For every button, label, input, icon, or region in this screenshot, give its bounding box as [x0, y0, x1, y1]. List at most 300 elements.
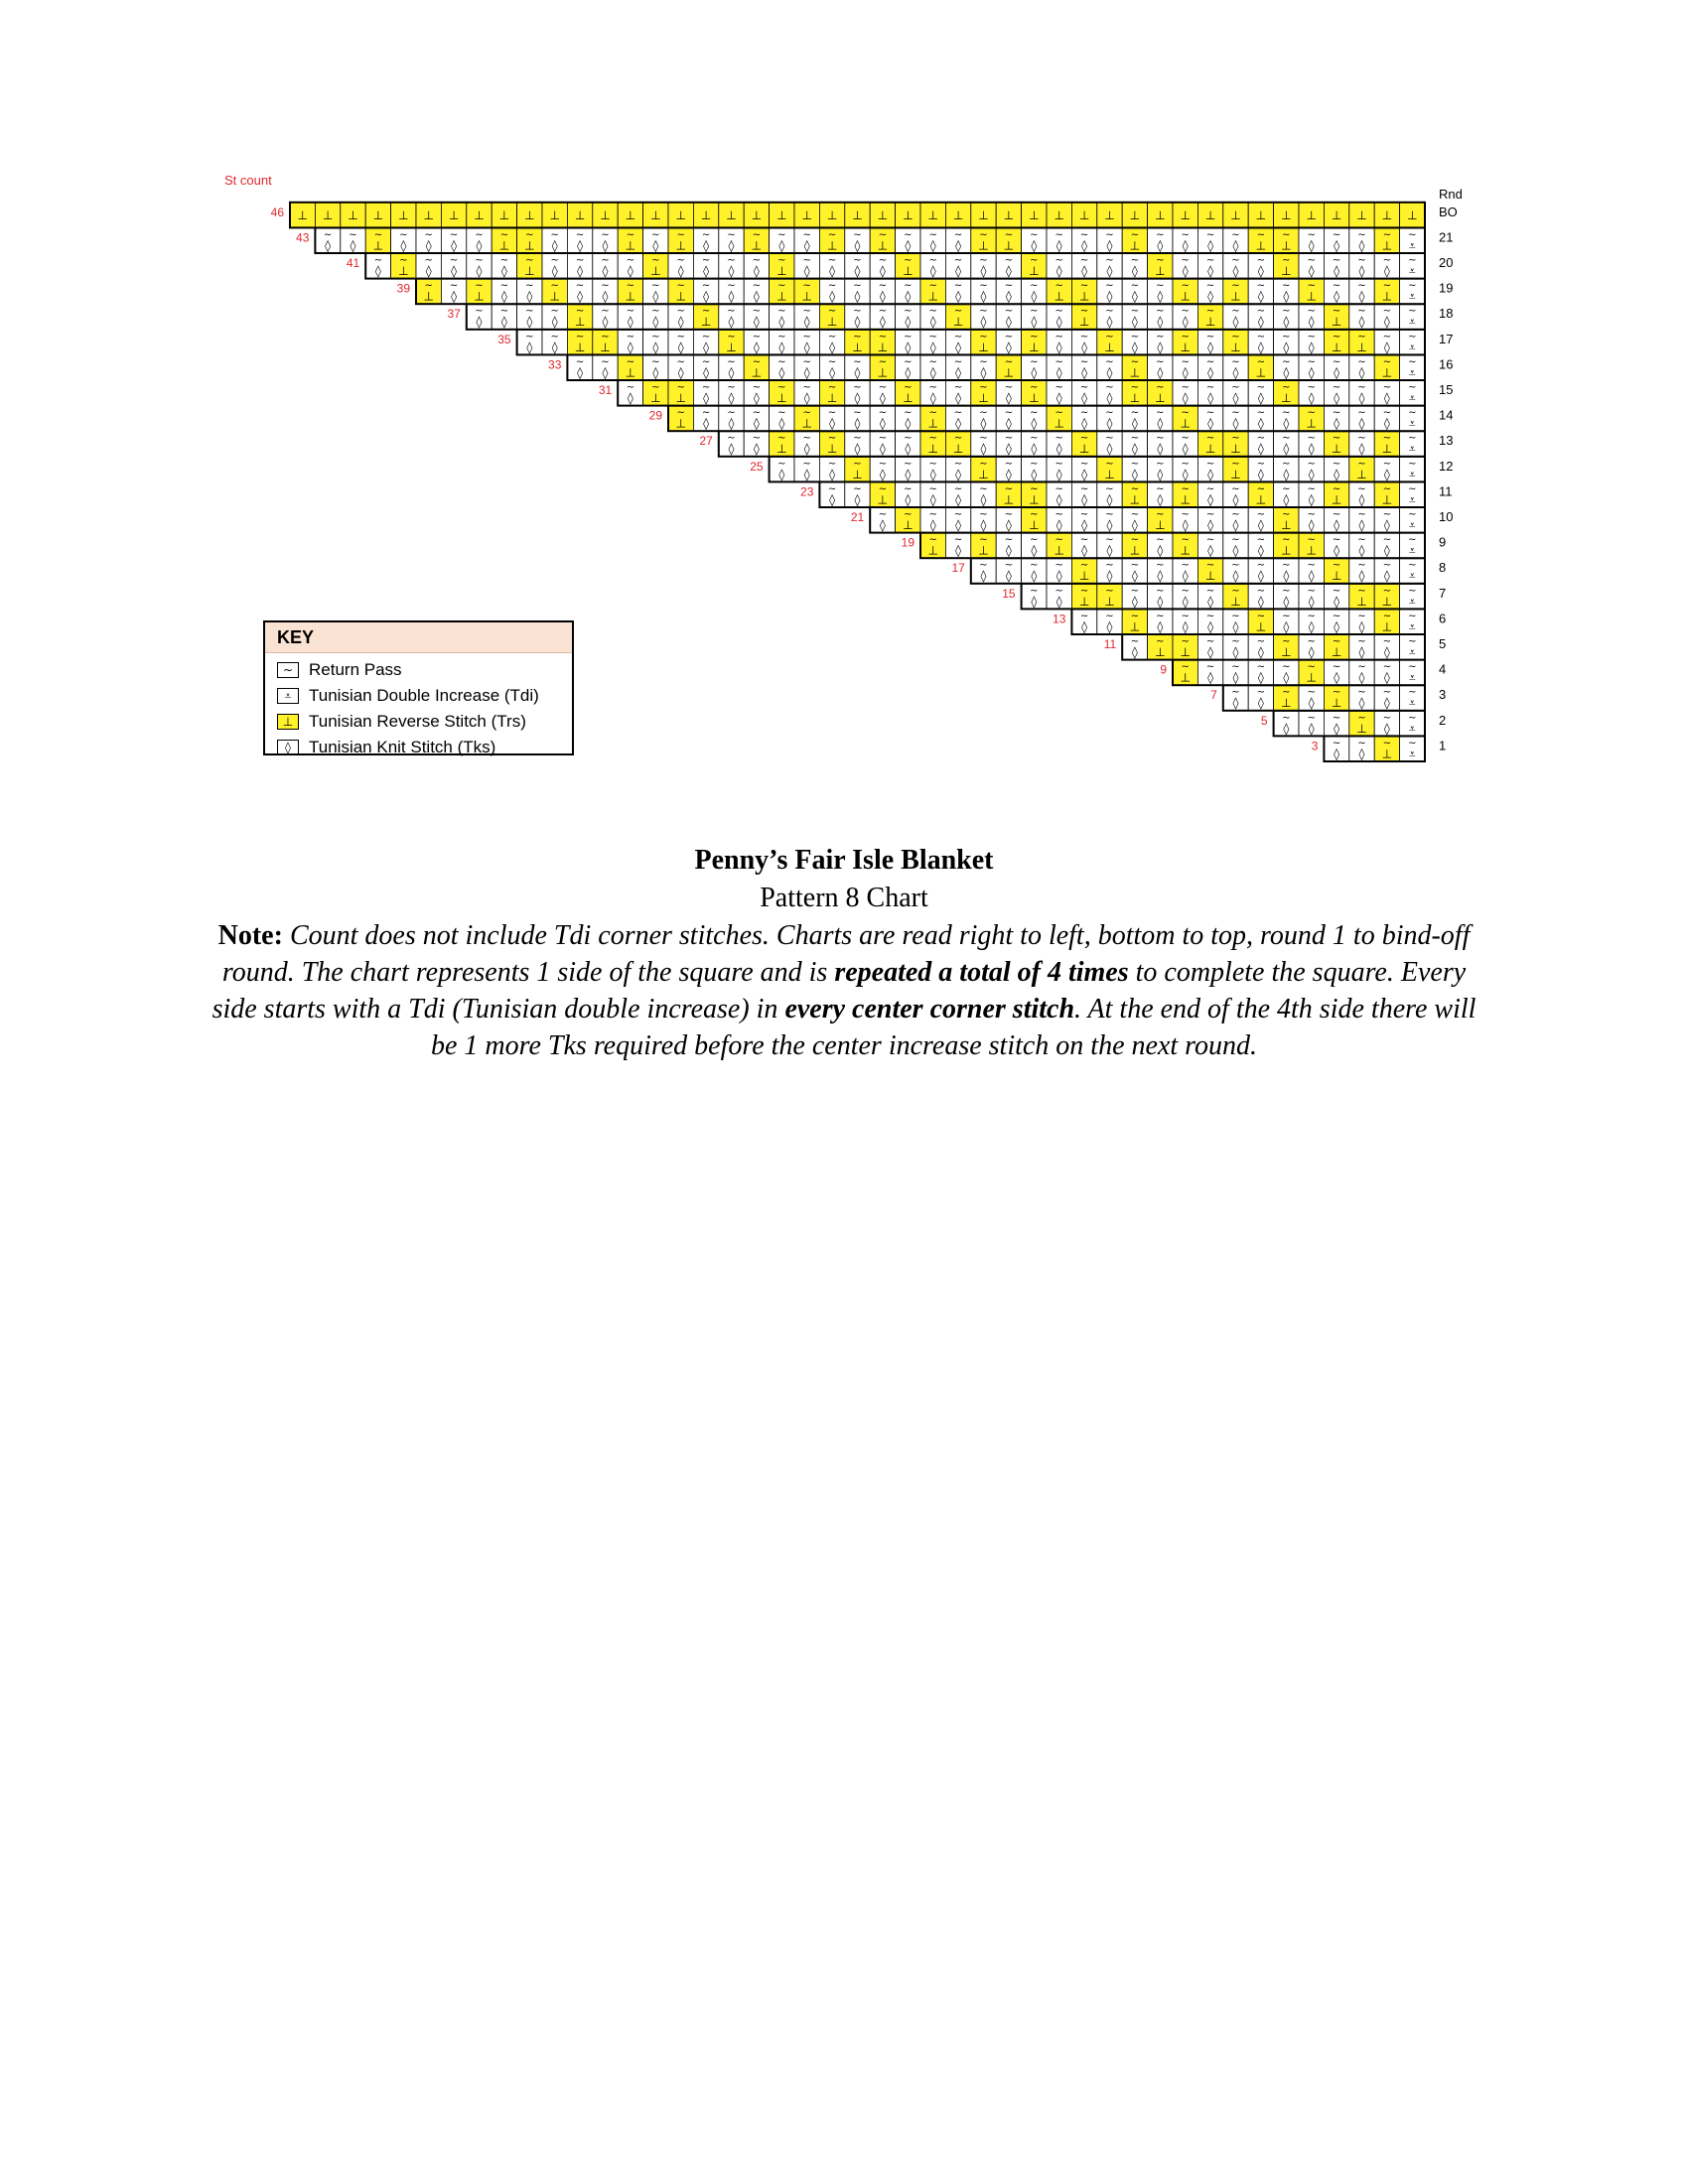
svg-text:◊: ◊ [854, 238, 861, 253]
svg-text:~: ~ [1408, 382, 1417, 393]
svg-text:~: ~ [904, 306, 913, 318]
svg-text:⊥: ⊥ [1281, 391, 1292, 405]
svg-text:◊: ◊ [500, 264, 507, 278]
svg-text:~: ~ [1205, 534, 1215, 546]
tks-stitch-cell [1223, 227, 1248, 253]
svg-text:~: ~ [1231, 407, 1240, 419]
svg-text:◊: ◊ [753, 264, 760, 278]
svg-text:~: ~ [1030, 458, 1039, 470]
svg-text:~: ~ [1231, 331, 1240, 342]
trs-stitch-cell [693, 203, 718, 228]
tks-stitch-cell [1022, 354, 1047, 380]
svg-text:~: ~ [1004, 509, 1014, 520]
tdi-stitch-cell [1400, 685, 1425, 711]
tks-stitch-cell [1299, 227, 1324, 253]
svg-text:~: ~ [1307, 306, 1316, 318]
svg-text:⊥: ⊥ [700, 315, 712, 330]
tks-stitch-cell [1324, 736, 1348, 761]
tks-stitch-cell [1299, 584, 1324, 610]
tdi-stitch-cell [1400, 558, 1425, 584]
svg-text:◊: ◊ [1081, 619, 1088, 634]
trs-stitch-cell [1122, 203, 1147, 228]
svg-text:⊥: ⊥ [1003, 207, 1015, 222]
svg-text:◊: ◊ [753, 315, 760, 330]
svg-text:◊: ◊ [677, 315, 684, 330]
tdi-stitch-cell [1400, 330, 1425, 355]
trs-stitch-cell [1148, 380, 1173, 406]
svg-text:◊: ◊ [1283, 315, 1290, 330]
svg-text:~: ~ [449, 255, 459, 266]
stitch-count-label: 13 [1053, 612, 1066, 626]
svg-text:~: ~ [1357, 229, 1366, 241]
svg-text:⊥: ⊥ [675, 207, 686, 222]
svg-text:⩡: ⩡ [1408, 645, 1416, 659]
tdi-stitch-cell [1400, 711, 1425, 737]
svg-text:~: ~ [853, 331, 862, 342]
svg-text:~: ~ [373, 255, 383, 266]
tks-stitch-cell [1122, 558, 1147, 584]
svg-text:◊: ◊ [1157, 467, 1164, 481]
svg-text:⊥: ⊥ [903, 391, 914, 405]
svg-text:⊥: ⊥ [1331, 442, 1342, 457]
svg-text:~: ~ [1231, 229, 1240, 241]
svg-text:~: ~ [1130, 458, 1140, 470]
svg-text:◊: ◊ [551, 315, 558, 330]
trs-stitch-cell [1197, 203, 1222, 228]
tks-stitch-cell [1223, 660, 1248, 686]
svg-text:~: ~ [1205, 382, 1215, 393]
svg-text:⊥: ⊥ [1129, 365, 1141, 380]
trs-stitch-cell [517, 253, 542, 279]
svg-text:~: ~ [1408, 712, 1417, 724]
svg-text:~: ~ [1055, 306, 1063, 318]
svg-text:⊥: ⊥ [826, 315, 838, 330]
round-number-label: 4 [1439, 661, 1447, 677]
chart-caption [209, 842, 1479, 1064]
svg-text:~: ~ [1055, 280, 1063, 292]
svg-text:~: ~ [1332, 255, 1341, 266]
svg-text:◊: ◊ [602, 289, 609, 304]
svg-text:⩡: ⩡ [1408, 619, 1416, 634]
svg-text:⊥: ⊥ [675, 416, 686, 431]
tks-stitch-cell [1374, 685, 1399, 711]
svg-text:~: ~ [1231, 280, 1240, 292]
svg-text:~: ~ [550, 331, 559, 342]
svg-text:~: ~ [777, 280, 786, 292]
svg-text:~: ~ [1030, 433, 1039, 445]
svg-text:◊: ◊ [577, 264, 584, 278]
svg-text:~: ~ [1205, 280, 1215, 292]
svg-text:◊: ◊ [929, 238, 936, 253]
trs-stitch-cell [1349, 457, 1374, 482]
svg-text:⩡: ⩡ [1408, 543, 1416, 558]
trs-stitch-cell [618, 354, 642, 380]
trs-stitch-cell [1071, 558, 1096, 584]
svg-text:~: ~ [1181, 483, 1190, 495]
svg-text:◊: ◊ [1055, 442, 1062, 457]
svg-text:◊: ◊ [1283, 289, 1290, 304]
svg-text:~: ~ [827, 306, 837, 318]
svg-text:⊥: ⊥ [1230, 340, 1241, 354]
tks-stitch-cell [1047, 380, 1071, 406]
svg-text:⊥: ⊥ [700, 207, 712, 222]
svg-text:⩡: ⩡ [1408, 365, 1416, 380]
tks-stitch-cell [770, 457, 794, 482]
stitch-count-label: 43 [296, 230, 310, 245]
svg-text:~: ~ [1055, 407, 1063, 419]
svg-text:◊: ◊ [829, 492, 836, 507]
tks-stitch-cell [1223, 354, 1248, 380]
svg-text:~: ~ [1004, 280, 1014, 292]
svg-text:~: ~ [1130, 509, 1140, 520]
tks-stitch-cell [945, 481, 970, 507]
svg-text:~: ~ [1382, 331, 1392, 342]
svg-text:~: ~ [601, 306, 610, 318]
svg-text:◊: ◊ [1207, 416, 1214, 431]
svg-text:~: ~ [1408, 483, 1417, 495]
svg-text:~: ~ [1256, 280, 1266, 292]
tks-stitch-cell [467, 304, 492, 330]
tks-stitch-cell [1274, 354, 1299, 380]
svg-text:⊥: ⊥ [549, 207, 560, 222]
svg-text:~: ~ [979, 483, 988, 495]
tks-stitch-cell [719, 279, 744, 305]
svg-text:~: ~ [1332, 712, 1341, 724]
tks-stitch-cell [971, 279, 996, 305]
svg-text:~: ~ [928, 509, 937, 520]
tks-stitch-cell [1299, 253, 1324, 279]
svg-text:◊: ◊ [955, 289, 962, 304]
svg-text:~: ~ [827, 382, 837, 393]
trs-stitch-cell [1022, 253, 1047, 279]
tks-stitch-cell [1197, 584, 1222, 610]
svg-text:◊: ◊ [1232, 315, 1239, 330]
svg-text:◊: ◊ [1157, 619, 1164, 634]
svg-text:~: ~ [1231, 382, 1240, 393]
trs-stitch-cell [719, 330, 744, 355]
svg-text:⊥: ⊥ [726, 340, 737, 354]
svg-text:~: ~ [1408, 534, 1417, 546]
svg-text:~: ~ [399, 255, 408, 266]
svg-text:~: ~ [928, 356, 937, 368]
svg-text:⊥: ⊥ [650, 391, 661, 405]
tks-stitch-cell [1047, 481, 1071, 507]
svg-text:⊥: ⊥ [852, 467, 863, 481]
svg-text:⩡: ⩡ [1408, 340, 1416, 354]
tks-stitch-cell [719, 431, 744, 457]
svg-text:~: ~ [1156, 331, 1165, 342]
svg-text:⊥: ⊥ [1230, 442, 1241, 457]
trs-stitch-cell [1374, 203, 1399, 228]
svg-text:~: ~ [1156, 585, 1165, 597]
svg-text:◊: ◊ [1257, 340, 1264, 354]
tdi-stitch-cell [1400, 457, 1425, 482]
svg-text:~: ~ [928, 229, 937, 241]
svg-text:~: ~ [1382, 229, 1392, 241]
tks-stitch-cell [1071, 253, 1096, 279]
trs-stitch-cell [618, 279, 642, 305]
svg-text:~: ~ [1256, 356, 1266, 368]
svg-text:~: ~ [1357, 611, 1366, 622]
svg-text:⊥: ⊥ [1306, 207, 1317, 222]
tks-stitch-cell [1097, 507, 1122, 533]
svg-text:~: ~ [727, 407, 736, 419]
svg-text:~: ~ [1030, 255, 1039, 266]
tks-stitch-cell [492, 279, 516, 305]
svg-text:~: ~ [1205, 560, 1215, 572]
svg-text:~: ~ [1256, 585, 1266, 597]
svg-text:⊥: ⊥ [1381, 289, 1393, 304]
trs-stitch-cell [1400, 203, 1425, 228]
tks-stitch-cell [1197, 457, 1222, 482]
tks-stitch-cell [870, 380, 895, 406]
svg-text:◊: ◊ [1131, 264, 1138, 278]
svg-text:◊: ◊ [879, 518, 886, 532]
svg-text:◊: ◊ [451, 238, 458, 253]
svg-text:~: ~ [626, 382, 635, 393]
svg-text:~: ~ [1408, 255, 1417, 266]
svg-text:~: ~ [802, 229, 811, 241]
svg-text:◊: ◊ [1157, 238, 1164, 253]
svg-text:~: ~ [1382, 738, 1392, 750]
svg-text:◊: ◊ [879, 289, 886, 304]
svg-text:◊: ◊ [1031, 569, 1038, 584]
trs-stitch-cell [643, 253, 668, 279]
svg-text:~: ~ [1055, 560, 1063, 572]
svg-text:◊: ◊ [803, 391, 810, 405]
svg-text:⊥: ⊥ [776, 207, 787, 222]
tks-stitch-cell [770, 304, 794, 330]
svg-text:⊥: ⊥ [1155, 391, 1166, 405]
svg-text:⊥: ⊥ [978, 391, 989, 405]
trs-stitch-cell [1022, 507, 1047, 533]
tks-stitch-cell [996, 507, 1021, 533]
svg-text:~: ~ [676, 382, 685, 393]
tks-stitch-cell [1173, 227, 1197, 253]
svg-text:◊: ◊ [1358, 619, 1365, 634]
svg-text:~: ~ [525, 331, 534, 342]
svg-text:◊: ◊ [929, 365, 936, 380]
svg-text:◊: ◊ [1308, 569, 1315, 584]
svg-text:~: ~ [1181, 255, 1190, 266]
svg-text:~: ~ [1030, 407, 1039, 419]
svg-text:◊: ◊ [1131, 467, 1138, 481]
trs-stitch-cell [770, 431, 794, 457]
tks-stitch-cell [845, 431, 870, 457]
tks-stitch-cell [1248, 431, 1273, 457]
svg-text:⊥: ⊥ [1180, 416, 1191, 431]
trs-stitch-cell [920, 533, 945, 559]
svg-text:~: ~ [1205, 255, 1215, 266]
svg-text:~: ~ [827, 331, 837, 342]
svg-text:◊: ◊ [929, 391, 936, 405]
svg-text:~: ~ [1307, 331, 1316, 342]
svg-text:~: ~ [752, 433, 762, 445]
trs-stitch-cell [896, 203, 920, 228]
svg-text:~: ~ [1357, 712, 1366, 724]
trs-stitch-cell [1122, 609, 1147, 634]
tks-stitch-cell [1274, 279, 1299, 305]
svg-text:◊: ◊ [879, 442, 886, 457]
tks-stitch-cell [996, 253, 1021, 279]
svg-text:⊥: ⊥ [1281, 207, 1292, 222]
svg-text:~: ~ [979, 458, 988, 470]
svg-text:⊥: ⊥ [322, 207, 334, 222]
stitch-count-label: 31 [598, 383, 613, 397]
svg-text:⊥: ⊥ [625, 207, 636, 222]
tks-stitch-cell [1022, 533, 1047, 559]
svg-text:~: ~ [676, 280, 685, 292]
tks-stitch-cell [1324, 380, 1348, 406]
svg-text:~: ~ [827, 483, 837, 495]
svg-text:~: ~ [475, 280, 484, 292]
svg-text:~: ~ [1004, 255, 1014, 266]
note-text-3: . At the end of the 4th side there will be 1 more Tks required before the center increase stitch on the next round. [430, 994, 1477, 1061]
tks-stitch-cell [996, 431, 1021, 457]
svg-text:~: ~ [904, 458, 913, 470]
svg-text:~: ~ [1030, 280, 1039, 292]
svg-text:~: ~ [878, 433, 888, 445]
svg-text:◊: ◊ [1106, 492, 1113, 507]
tks-stitch-cell [1122, 304, 1147, 330]
svg-text:~: ~ [1030, 306, 1039, 318]
stitch-count-label: 33 [548, 357, 562, 372]
svg-text:◊: ◊ [980, 264, 987, 278]
tks-stitch-cell [1071, 609, 1096, 634]
tks-stitch-cell [996, 558, 1021, 584]
svg-text:◊: ◊ [1334, 416, 1340, 431]
svg-text:◊: ◊ [1131, 518, 1138, 532]
svg-text:~: ~ [1408, 738, 1417, 750]
svg-text:◊: ◊ [1055, 365, 1062, 380]
svg-text:~: ~ [802, 280, 811, 292]
svg-text:~: ~ [1231, 585, 1240, 597]
svg-text:◊: ◊ [1157, 416, 1164, 431]
trs-stitch-cell [1324, 685, 1348, 711]
trs-stitch-cell [1173, 279, 1197, 305]
svg-text:◊: ◊ [1182, 264, 1189, 278]
tks-stitch-cell [1349, 227, 1374, 253]
round-number-label: 6 [1439, 611, 1447, 626]
svg-text:◊: ◊ [980, 492, 987, 507]
tks-stitch-cell [1299, 507, 1324, 533]
tdi-stitch-cell [1400, 380, 1425, 406]
trs-stitch-cell [770, 253, 794, 279]
tks-stitch-cell [1122, 584, 1147, 610]
trs-stitch-cell [1299, 203, 1324, 228]
trs-stitch-cell [1122, 354, 1147, 380]
svg-text:~: ~ [1357, 407, 1366, 419]
svg-text:◊: ◊ [955, 492, 962, 507]
tks-stitch-cell [1097, 304, 1122, 330]
svg-text:~: ~ [1055, 255, 1063, 266]
svg-text:◊: ◊ [753, 340, 760, 354]
svg-text:◊: ◊ [1334, 721, 1340, 736]
svg-text:⊥: ⊥ [1155, 264, 1166, 278]
round-number-label: 7 [1439, 585, 1447, 601]
trs-stitch-cell [467, 203, 492, 228]
svg-text:◊: ◊ [1257, 569, 1264, 584]
svg-text:◊: ◊ [1257, 696, 1264, 711]
key-item-return-pass [277, 659, 402, 681]
tks-stitch-cell [1248, 380, 1273, 406]
svg-text:~: ~ [727, 255, 736, 266]
svg-text:◊: ◊ [1106, 391, 1113, 405]
tks-stitch-cell [1299, 304, 1324, 330]
svg-text:◊: ◊ [1055, 492, 1062, 507]
svg-text:~: ~ [1130, 306, 1140, 318]
round-number-label: 2 [1439, 712, 1447, 728]
svg-text:~: ~ [1408, 407, 1417, 419]
svg-text:⊥: ⊥ [1003, 238, 1015, 253]
svg-text:~: ~ [1382, 636, 1392, 647]
svg-text:~: ~ [1357, 560, 1366, 572]
tks-stitch-cell [1047, 457, 1071, 482]
svg-text:◊: ◊ [753, 416, 760, 431]
tks-stitch-cell [744, 431, 769, 457]
svg-text:◊: ◊ [1081, 416, 1088, 431]
svg-text:~: ~ [1382, 560, 1392, 572]
svg-text:~: ~ [1256, 534, 1266, 546]
svg-text:~: ~ [878, 509, 888, 520]
trs-stitch-cell [1274, 685, 1299, 711]
svg-text:~: ~ [651, 280, 660, 292]
svg-text:◊: ◊ [905, 365, 912, 380]
tks-stitch-cell [1374, 533, 1399, 559]
svg-text:~: ~ [1332, 229, 1341, 241]
svg-text:⊥: ⊥ [776, 289, 787, 304]
svg-text:⊥: ⊥ [776, 442, 787, 457]
svg-text:⊥: ⊥ [903, 264, 914, 278]
svg-text:~: ~ [676, 306, 685, 318]
svg-text:◊: ◊ [854, 416, 861, 431]
svg-text:⊥: ⊥ [1306, 289, 1317, 304]
svg-text:~: ~ [1307, 356, 1316, 368]
tks-stitch-cell [870, 457, 895, 482]
svg-text:~: ~ [727, 229, 736, 241]
tks-stitch-cell [896, 279, 920, 305]
trs-stitch-cell [1071, 279, 1096, 305]
svg-text:◊: ◊ [1283, 365, 1290, 380]
svg-text:~: ~ [1307, 382, 1316, 393]
tks-stitch-cell [693, 253, 718, 279]
svg-text:◊: ◊ [1081, 543, 1088, 558]
svg-text:◊: ◊ [1232, 543, 1239, 558]
tks-stitch-cell [1223, 609, 1248, 634]
stitch-count-label: 46 [270, 205, 284, 219]
svg-text:◊: ◊ [1182, 569, 1189, 584]
tks-stitch-cell [1324, 660, 1348, 686]
svg-text:⊥: ⊥ [1078, 594, 1090, 609]
tks-stitch-cell [819, 330, 844, 355]
svg-text:◊: ◊ [1081, 340, 1088, 354]
svg-text:~: ~ [1332, 483, 1341, 495]
svg-text:~: ~ [499, 229, 509, 241]
svg-text:~: ~ [827, 280, 837, 292]
svg-text:◊: ◊ [703, 238, 710, 253]
rnd-header: Rnd [1439, 186, 1463, 202]
tks-stitch-cell [1173, 253, 1197, 279]
svg-text:◊: ◊ [879, 391, 886, 405]
svg-text:⊥: ⊥ [372, 238, 384, 253]
svg-text:~: ~ [1105, 585, 1114, 597]
svg-text:⊥: ⊥ [927, 289, 938, 304]
svg-text:◊: ◊ [1358, 518, 1365, 532]
trs-stitch-cell [1097, 203, 1122, 228]
svg-text:◊: ◊ [1232, 365, 1239, 380]
trs-stitch-cell [1374, 227, 1399, 253]
svg-text:~: ~ [1156, 407, 1165, 419]
